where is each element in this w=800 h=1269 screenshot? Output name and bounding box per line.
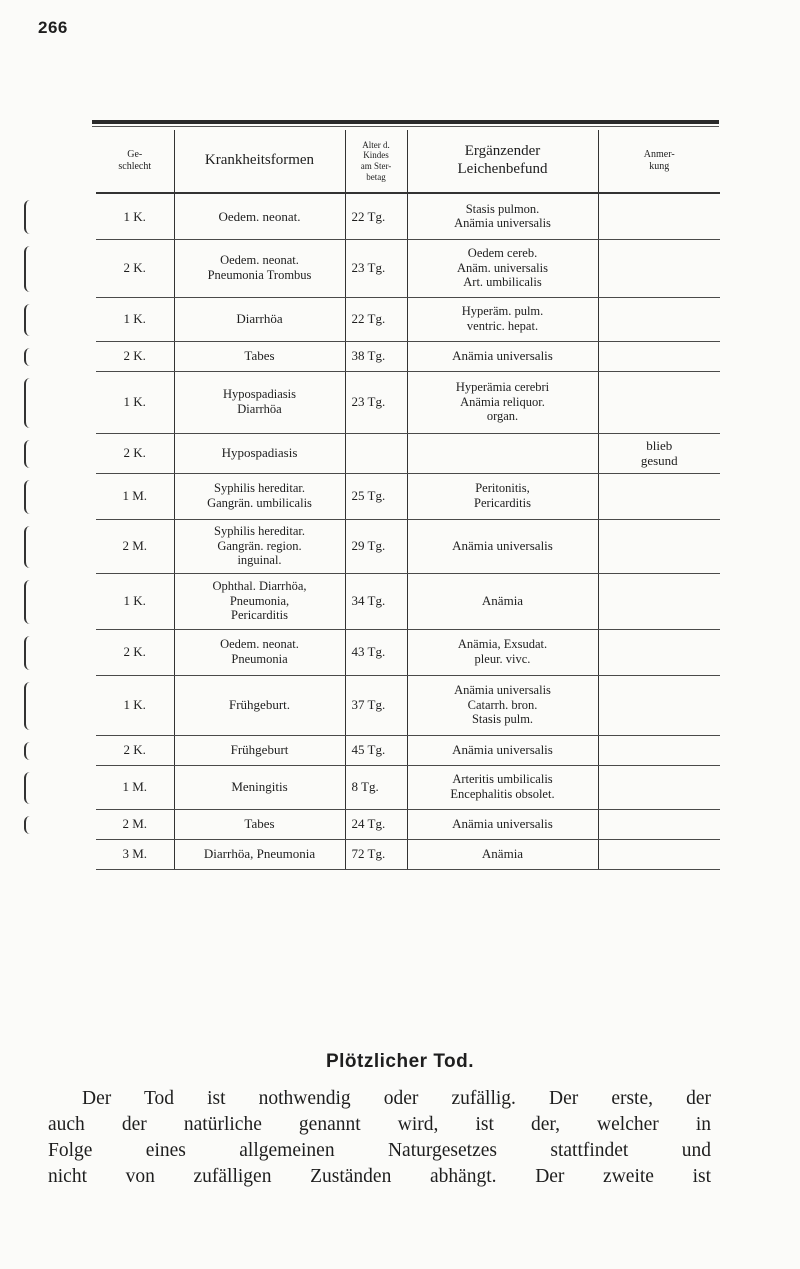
cell-line: Syphilis hereditar. [214,481,305,496]
cell-alter [345,433,407,473]
cell-leichenbefund [407,341,598,371]
cell-line: Oedem. neonat. [220,253,299,268]
cell-alter: 37 Tg. [345,675,407,735]
cell-line: Stasis pulmon. [465,201,540,216]
cell-line: Pneumonia, [229,593,290,608]
cell-alter: 25 Tg. [345,473,407,519]
cell-alter: 8 Tg. [345,765,407,809]
cell-alter: 22 Tg. [345,193,407,239]
cell-line: Gangrän. region. [217,538,302,553]
bracket-mark [24,526,34,568]
cell-leichenbefund [407,473,598,519]
cell-geschlecht: 2 K. [96,735,174,765]
cell-line: Anämia universalis [452,816,553,832]
cell-line: Tabes [244,348,275,364]
cell-line: Encephalitis obsolet. [450,787,555,801]
cell-geschlecht: 2 K. [96,341,174,371]
cell-leichenbefund [407,839,598,869]
cell-krankheitsform [174,735,345,765]
cell-alter: 45 Tg. [345,735,407,765]
header-alter [345,130,407,193]
cell-geschlecht: 1 K. [96,193,174,239]
case-table [96,130,720,870]
cell-line: Hypospadiasis [223,387,296,402]
bracket-mark [24,816,34,834]
cell-anmerkung [598,297,720,341]
cell-geschlecht: 1 K. [96,675,174,735]
header-line: kung [649,161,670,172]
cell-anmerkung [598,519,720,573]
cell-line: Diarrhöa, Pneumonia [203,846,316,862]
cell-line: Hyperämia cerebri [455,379,550,394]
cell-line: Hypospadiasis [221,445,298,461]
cell-line: Peritonitis, [475,481,530,496]
cell-line: Anäm. universalis [457,260,548,275]
table-row [96,519,720,573]
cell-line: Syphilis hereditar. [214,523,305,538]
body-paragraph [48,1086,711,1190]
table-row [96,433,720,473]
bracket-mark [24,480,34,514]
header-line: Kindes [363,150,389,161]
header-line: Alter d. [362,139,390,150]
cell-krankheitsform [174,809,345,839]
cell-line: Ophthal. Diarrhöa, [212,578,307,593]
cell-krankheitsform [174,193,345,239]
bracket-mark [24,246,34,292]
table-row [96,297,720,341]
cell-alter: 43 Tg. [345,629,407,675]
cell-line: Pericarditis [474,496,531,510]
bracket-mark [24,378,34,428]
cell-line: blieb [646,437,673,453]
cell-geschlecht: 3 M. [96,839,174,869]
cell-leichenbefund [407,297,598,341]
top-rule-thin [92,126,719,127]
cell-line: Oedem. neonat. [218,208,301,224]
bracket-mark [24,200,34,234]
cell-anmerkung [598,573,720,629]
cell-alter: 22 Tg. [345,297,407,341]
cell-line: Stasis pulm. [471,712,534,727]
cell-krankheitsform [174,297,345,341]
cell-line: Pneumonia [231,652,288,666]
bracket-mark [24,682,34,730]
bracket-mark [24,580,34,624]
cell-alter: 72 Tg. [345,839,407,869]
paragraph-line: auch der natürliche genannt wird, ist der, welcher in [48,1114,711,1135]
cell-geschlecht: 1 K. [96,573,174,629]
table-row [96,735,720,765]
cell-geschlecht: 1 K. [96,297,174,341]
cell-geschlecht: 1 K. [96,371,174,433]
table-row [96,341,720,371]
cell-line: Anämia reliquor. [460,394,545,409]
cell-line: Art. umbilicalis [463,275,542,290]
cell-geschlecht: 2 M. [96,519,174,573]
header-line: Leichenbefund [457,161,548,177]
cell-krankheitsform [174,839,345,869]
cell-alter: 38 Tg. [345,341,407,371]
cell-line: Oedem. neonat. [220,637,299,652]
cell-krankheitsform [174,675,345,735]
cell-line: Meningitis [231,779,288,795]
table-row [96,839,720,869]
cell-line: Oedem cereb. [467,245,538,260]
header-line: Krankheitsformen [204,152,315,169]
bracket-mark [24,636,34,670]
bracket-mark [24,772,34,804]
cell-anmerkung [598,193,720,239]
bracket-mark [24,304,34,336]
header-ergaenzender-befund [407,130,598,193]
top-rule [92,120,719,124]
cell-leichenbefund [407,735,598,765]
table-row [96,193,720,239]
table-row [96,371,720,433]
cell-geschlecht: 2 K. [96,239,174,297]
header-line: Anmer- [643,149,675,161]
cell-line: Anämia universalis [454,682,551,697]
cell-line: Anämia universalis [452,538,553,554]
cell-line: Anämia universalis [452,742,553,758]
cell-line: Anämia, Exsudat. [457,637,548,652]
cell-line: Anämia [481,846,524,862]
cell-krankheitsform [174,519,345,573]
cell-line: Anämia [481,593,524,609]
paragraph-line: Folge eines allgemeinen Naturgesetzes stattfindet und [48,1140,711,1161]
cell-alter: 23 Tg. [345,371,407,433]
cell-anmerkung [598,735,720,765]
header-krankheitsformen [174,130,345,193]
header-line: Ge- [127,149,143,161]
cell-line: Anämia universalis [452,348,553,364]
header-line: Ergänzender [464,143,541,160]
cell-line: Pericarditis [231,608,288,623]
table-body [96,193,720,869]
table-row [96,629,720,675]
cell-leichenbefund [407,239,598,297]
cell-anmerkung [598,433,720,473]
cell-alter: 29 Tg. [345,519,407,573]
header-line: betag [366,171,386,182]
cell-line: Gangrän. umbilicalis [207,496,312,510]
table-row [96,573,720,629]
table-row [96,809,720,839]
cell-anmerkung [598,809,720,839]
cell-line: Frühgeburt [230,742,289,758]
cell-krankheitsform [174,239,345,297]
cell-anmerkung [598,675,720,735]
bracket-mark [24,742,34,760]
cell-leichenbefund [407,629,598,675]
cell-geschlecht: 1 M. [96,765,174,809]
cell-line: Arteritis umbilicalis [452,772,553,787]
paragraph-line: nicht von zufälligen Zuständen abhängt. Der zweite ist [48,1166,711,1187]
cell-line: Pneumonia Trombus [207,268,312,282]
cell-anmerkung [598,629,720,675]
cell-line: pleur. vivc. [474,652,531,666]
paragraph-line: Der Tod ist nothwendig oder zufällig. Der erste, der [82,1088,711,1109]
cell-leichenbefund [407,433,598,473]
cell-line: Diarrhöa [237,402,282,416]
cell-line: Tabes [244,816,275,832]
cell-krankheitsform [174,473,345,519]
cell-alter: 34 Tg. [345,573,407,629]
cell-line: Diarrhöa [236,311,283,327]
cell-leichenbefund [407,573,598,629]
table-row [96,765,720,809]
cell-anmerkung [598,473,720,519]
cell-leichenbefund [407,193,598,239]
cell-alter: 23 Tg. [345,239,407,297]
cell-leichenbefund [407,765,598,809]
cell-krankheitsform [174,573,345,629]
cell-line: organ. [486,409,519,424]
page-number: 266 [38,18,68,37]
cell-geschlecht: 1 M. [96,473,174,519]
cell-line: ventric. hepat. [466,319,539,333]
cell-line: Frühgeburt. [228,697,291,713]
section-heading: Plötzlicher Tod. [325,1051,475,1072]
table-row [96,239,720,297]
cell-anmerkung [598,765,720,809]
header-line: am Ster- [360,161,392,171]
table-row [96,473,720,519]
cell-alter: 24 Tg. [345,809,407,839]
cell-anmerkung [598,341,720,371]
cell-anmerkung [598,839,720,869]
cell-line: Anämia universalis [454,216,551,231]
cell-krankheitsform [174,629,345,675]
table-header-row [96,130,720,193]
table-row [96,675,720,735]
cell-line: Catarrh. bron. [467,697,538,712]
bracket-mark [24,440,34,468]
header-geschlecht [96,130,174,193]
cell-krankheitsform [174,433,345,473]
cell-line: inguinal. [237,553,282,568]
cell-leichenbefund [407,809,598,839]
header-line: schlecht [118,161,152,172]
cell-anmerkung [598,371,720,433]
cell-geschlecht: 2 K. [96,629,174,675]
cell-krankheitsform [174,371,345,433]
cell-anmerkung [598,239,720,297]
cell-leichenbefund [407,371,598,433]
cell-geschlecht: 2 M. [96,809,174,839]
cell-leichenbefund [407,519,598,573]
cell-geschlecht: 2 K. [96,433,174,473]
cell-krankheitsform [174,765,345,809]
cell-krankheitsform [174,341,345,371]
header-anmerkung [598,130,720,193]
bracket-mark [24,348,34,366]
cell-line: gesund [640,453,678,468]
cell-leichenbefund [407,675,598,735]
cell-line: Hyperäm. pulm. [461,304,544,319]
